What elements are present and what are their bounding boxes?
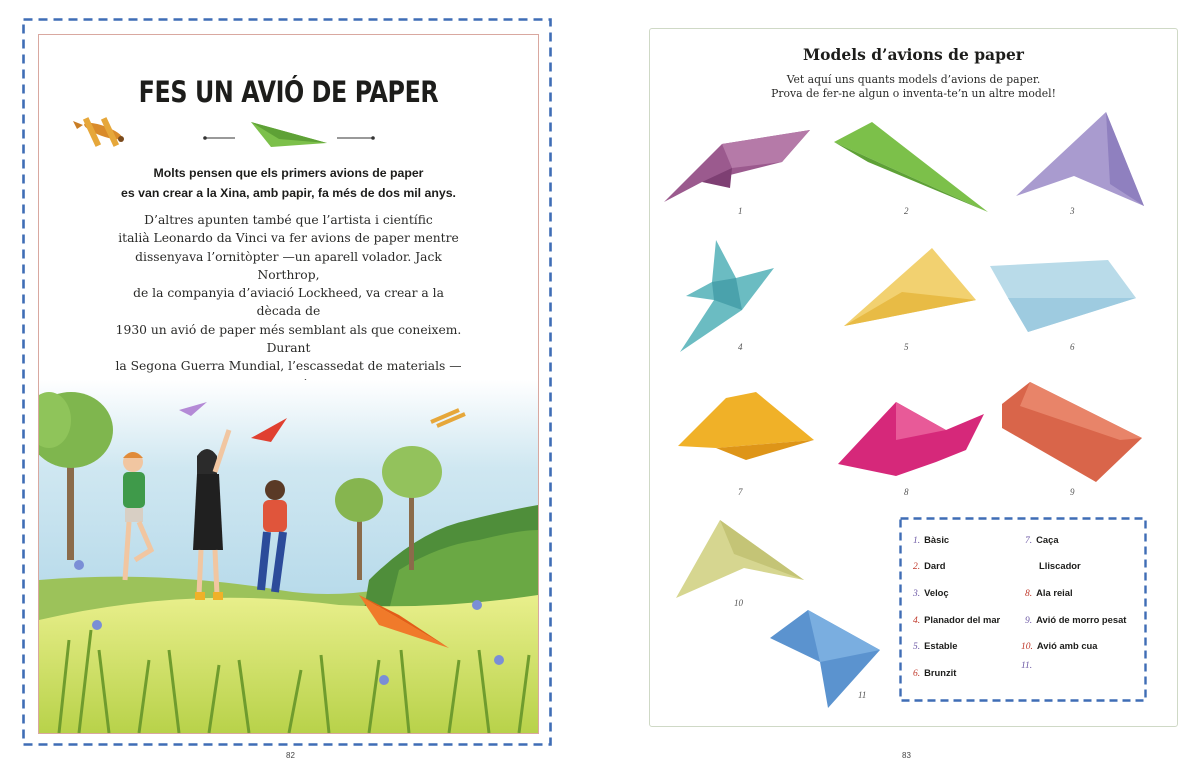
plane-number-9: 9 <box>1070 487 1075 497</box>
body-line: D’altres apunten també que l’artista i científic <box>144 213 433 227</box>
body-line: 1930 un avió de paper més semblant als que coneixem. Durant <box>115 322 462 356</box>
page-title: FES UN AVIÓ DE PAPER <box>138 75 439 109</box>
paper-plane-5 <box>842 246 978 332</box>
plane-number-8: 8 <box>904 487 909 497</box>
page-number-left: 82 <box>286 751 295 760</box>
paper-plane-8 <box>836 400 986 480</box>
legend-item: 4. Planador del mar <box>913 614 1001 626</box>
intro-line: Prova de fer-ne algun o inventa-te’n un altre model! <box>771 87 1056 100</box>
legend-item: 10. Avió amb cua <box>1021 640 1098 652</box>
intro-paragraph <box>99 163 478 203</box>
body-line: de la companyia d’aviació Lockheed, va crear a la dècada de <box>133 286 444 319</box>
legend-item: 3. Veloç <box>913 587 949 599</box>
plane-number-1: 1 <box>738 206 743 216</box>
plane-number-10: 10 <box>734 598 743 608</box>
paper-plane-6 <box>988 258 1138 336</box>
legend-item: 9. Avió de morro pesat <box>1025 614 1127 626</box>
intro-line: es van crear a la Xina, amb papir, fa més de dos mil anys. <box>121 186 456 200</box>
right-page-intro <box>650 73 1177 101</box>
title-divider <box>199 117 379 153</box>
paper-plane-7 <box>676 390 816 462</box>
right-page-title: Models d’avions de paper <box>803 45 1024 64</box>
body-line: dissenyava l’ornitòpter —un aparell volador. Jack Northrop, <box>135 249 442 282</box>
children-meadow-illustration <box>39 380 538 733</box>
plane-number-4: 4 <box>738 342 743 352</box>
page-number-right: 83 <box>902 751 911 760</box>
plane-number-11: 11 <box>858 690 867 700</box>
legend-item: 1. Bàsic <box>913 534 950 546</box>
intro-line: Molts pensen que els primers avions de paper <box>153 166 424 180</box>
legend-item: 2. Dard <box>913 560 946 572</box>
intro-line: Vet aquí uns quants models d’avions de paper. <box>786 73 1041 86</box>
plane-number-7: 7 <box>738 487 743 497</box>
biplane-illustration <box>67 111 137 151</box>
legend-item: Lliscador <box>1039 560 1081 571</box>
paper-plane-4 <box>676 238 778 354</box>
plane-names-legend <box>899 517 1147 702</box>
plane-number-2: 2 <box>904 206 909 216</box>
paper-plane-10 <box>674 518 806 600</box>
plane-number-5: 5 <box>904 342 909 352</box>
paper-plane-11 <box>768 608 884 712</box>
legend-item: 5. Estable <box>913 640 958 652</box>
legend-item: 6. Brunzit <box>913 667 957 679</box>
plane-number-3: 3 <box>1070 206 1075 216</box>
body-line: italià Leonardo da Vinci va fer avions de paper mentre <box>118 231 459 246</box>
body-line: la Segona Guerra Mundial, l’escassedat de materials — <box>115 359 462 374</box>
left-page-content <box>38 34 539 734</box>
paper-plane-3 <box>1014 110 1146 210</box>
legend-item: 11. <box>1021 661 1033 671</box>
legend-item: 7. Caça <box>1025 534 1059 546</box>
paper-plane-2 <box>832 118 992 214</box>
plane-number-6: 6 <box>1070 342 1075 352</box>
legend-item: 8. Ala reial <box>1025 587 1073 599</box>
paper-plane-9 <box>1000 380 1144 484</box>
paper-plane-1 <box>662 126 812 206</box>
